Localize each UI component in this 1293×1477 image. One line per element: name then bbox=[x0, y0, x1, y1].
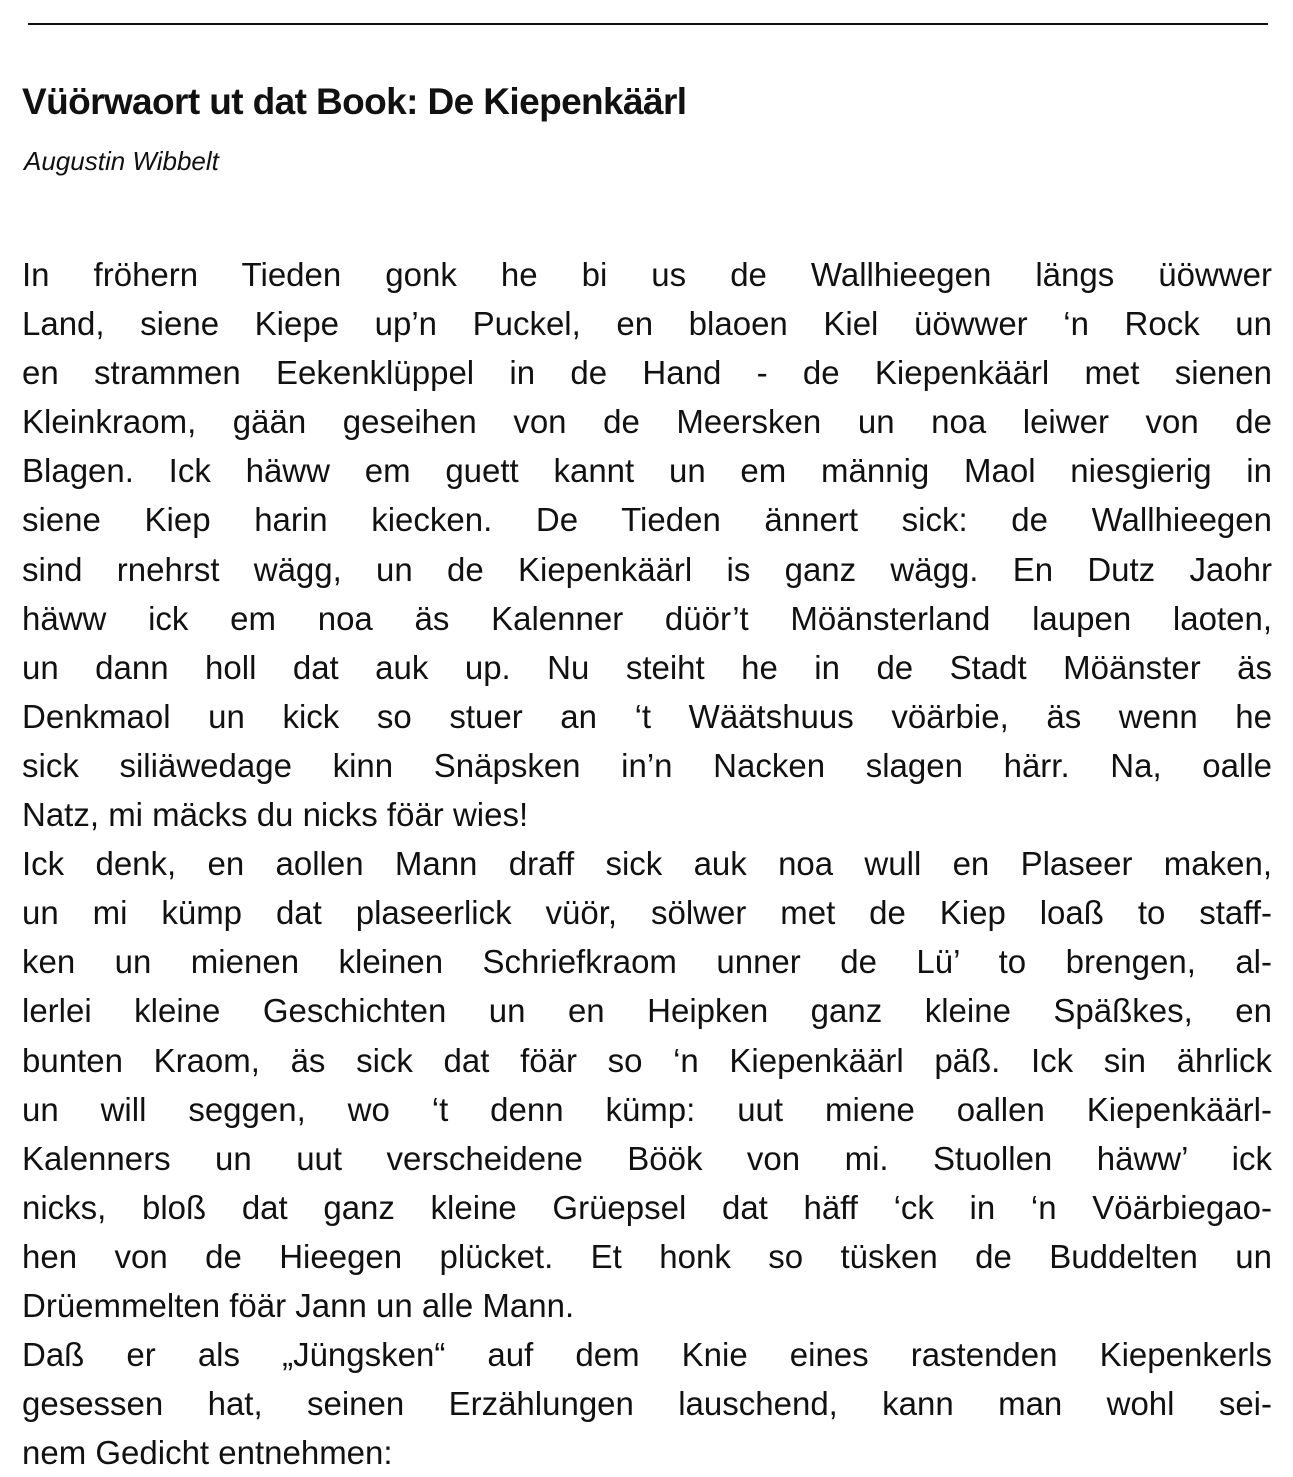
text-line: un dann holl dat auk up. Nu steiht he in de Stadt Möänster äs bbox=[22, 648, 1272, 686]
text-line: häww ick em noa äs Kalenner düör’t Möänsterland laupen laoten, bbox=[22, 599, 1272, 637]
article-author: Augustin Wibbelt bbox=[24, 146, 219, 176]
text-line: ken un mienen kleinen Schriefkraom unner de Lü’ to brengen, al- bbox=[22, 943, 1272, 981]
top-rule bbox=[28, 23, 1268, 25]
text-line: Ick denk, en aollen Mann draff sick auk noa wull en Plaseer maken, bbox=[22, 845, 1272, 883]
text-line: Blagen. Ick häww em guett kannt un em männig Maol niesgierig in bbox=[22, 452, 1272, 490]
text-line: gesessen hat, seinen Erzählungen lauschend, kann man wohl sei- bbox=[22, 1385, 1272, 1423]
text-line: hen von de Hieegen plücket. Et honk so tüsken de Buddelten un bbox=[22, 1237, 1272, 1275]
text-line: Land, siene Kiepe up’n Puckel, en blaoen Kiel üöwwer ‘n Rock un bbox=[22, 305, 1272, 343]
text-line: Kleinkraom, gään geseihen von de Meersken un noa leiwer von de bbox=[22, 403, 1272, 441]
text-line: In fröhern Tieden gonk he bi us de Wallhieegen längs üöwwer bbox=[22, 256, 1272, 293]
article-title: Vüörwaort ut dat Book: De Kiepenkäärl bbox=[22, 81, 687, 122]
text-line: sick siliäwedage kinn Snäpsken in’n Nacken slagen härr. Na, oalle bbox=[22, 746, 1272, 784]
text-line: Kalenners un uut verscheidene Böök von mi. Stuollen häww’ ick bbox=[22, 1139, 1272, 1177]
text-line: en strammen Eekenklüppel in de Hand - de Kiepenkäärl met sienen bbox=[22, 354, 1272, 392]
text-line: un will seggen, wo ‘t denn kümp: uut miene oallen Kiepenkäärl- bbox=[22, 1090, 1272, 1128]
document-page bbox=[22, 0, 1272, 1472]
text-line: nem Gedicht entnehmen: bbox=[22, 1434, 393, 1472]
text-line: sind rnehrst wägg, un de Kiepenkäärl is ganz wägg. En Dutz Jaohr bbox=[22, 550, 1272, 588]
text-line: un mi kümp dat plaseerlick vüör, sölwer met de Kiep loaß to staff- bbox=[22, 894, 1272, 932]
text-line: nicks, bloß dat ganz kleine Grüepsel dat häff ‘ck in ‘n Vöärbiegao- bbox=[22, 1188, 1272, 1226]
text-line: lerlei kleine Geschichten un en Heipken ganz kleine Späßkes, en bbox=[22, 992, 1272, 1030]
text-line: siene Kiep harin kiecken. De Tieden ännert sick: de Wallhieegen bbox=[22, 501, 1272, 539]
text-line: Natz, mi mäcks du nicks föär wies! bbox=[22, 796, 529, 834]
article-body bbox=[22, 250, 1272, 1477]
text-line: Daß er als „Jüngsken“ auf dem Knie eines rastenden Kiepenkerls bbox=[22, 1336, 1272, 1374]
text-line: Denkmaol un kick so stuer an ‘t Wäätshuus vöärbie, äs wenn he bbox=[22, 697, 1272, 735]
text-line: Drüemmelten föär Jann un alle Mann. bbox=[22, 1286, 575, 1324]
text-line: bunten Kraom, äs sick dat föär so ‘n Kiepenkäärl päß. Ick sin ährlick bbox=[22, 1041, 1272, 1079]
